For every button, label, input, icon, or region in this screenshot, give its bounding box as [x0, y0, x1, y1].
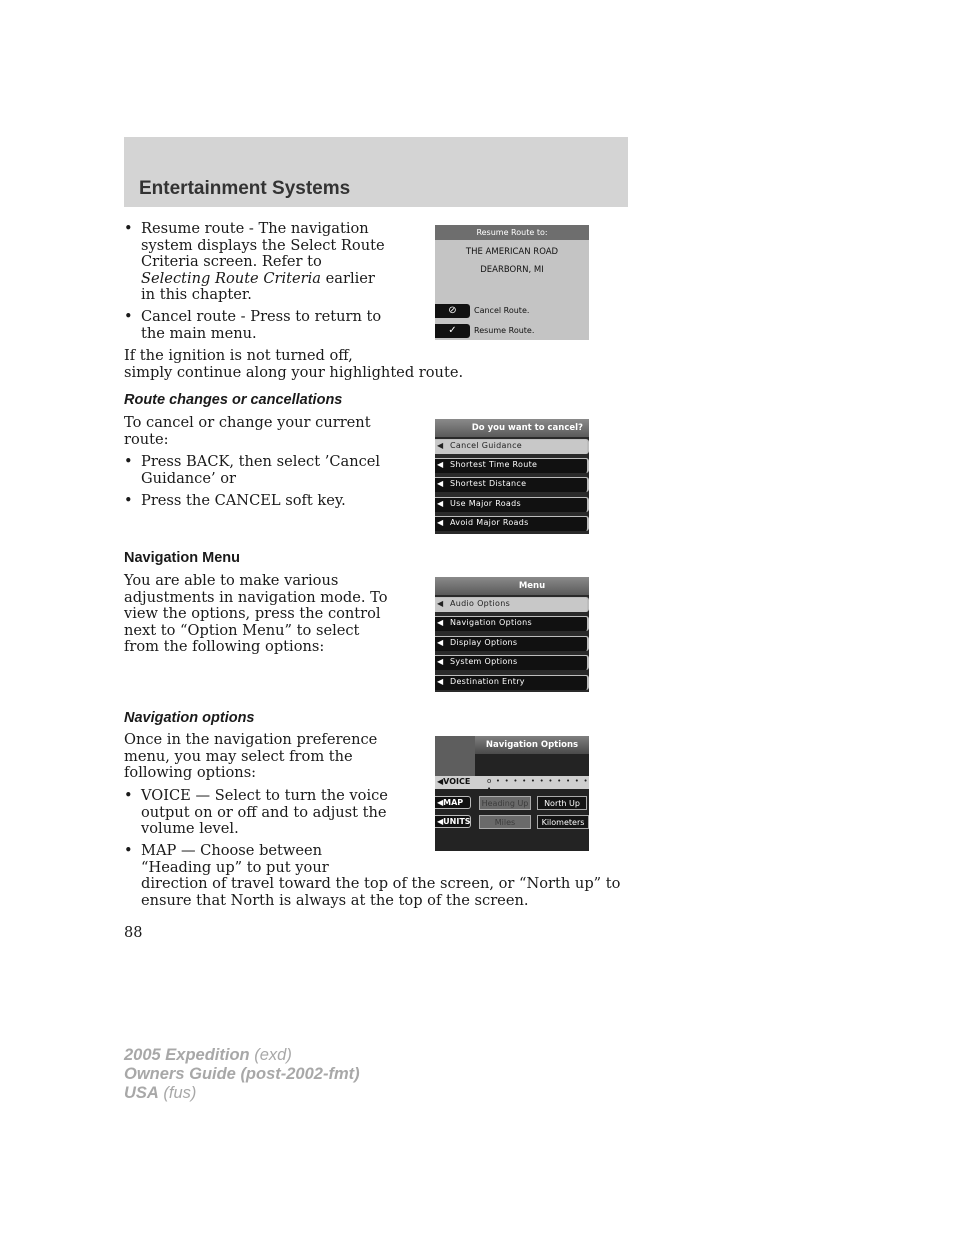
bullet-dot: •	[124, 492, 133, 509]
option-label: Shortest Distance	[450, 479, 527, 488]
use-major-roads-option[interactable]	[435, 497, 589, 512]
paragraph	[124, 573, 388, 656]
text-line: “Heading up” to put your	[141, 858, 329, 876]
text-line: Press the CANCEL soft key.	[141, 492, 346, 509]
paragraph	[141, 876, 620, 909]
navigation-options-item[interactable]	[435, 616, 589, 631]
resume-route-option[interactable]	[435, 324, 589, 340]
left-arrow-icon: ◀	[437, 499, 444, 508]
voice-volume-slider[interactable]	[435, 776, 589, 793]
bullet-dot: •	[124, 453, 133, 470]
footer-line	[124, 1046, 360, 1065]
left-arrow-icon: ◀	[437, 441, 444, 450]
units-label: UNITS	[443, 817, 471, 826]
screen-title: Navigation Options	[475, 736, 589, 754]
audio-options-item[interactable]	[435, 597, 589, 612]
section-heading: Navigation options	[124, 710, 255, 726]
bullet-dot: •	[124, 787, 133, 804]
option-label: Audio Options	[450, 599, 511, 608]
bullet-dot: •	[124, 842, 133, 859]
text-line: system displays the Select Route	[141, 236, 385, 254]
text-line: To cancel or change your current	[124, 414, 371, 431]
text-line: If the ignition is not turned off,	[124, 347, 353, 364]
volume-scale: o • • • • • • • • • • • •	[487, 777, 589, 793]
heading-up-button[interactable]: Heading Up	[479, 796, 531, 810]
text-line: Criteria screen. Refer to	[141, 253, 322, 270]
system-options-item[interactable]	[435, 655, 589, 670]
left-arrow-icon: ◀	[437, 657, 444, 666]
text-line: direction of travel toward the top of the screen, or “North up” to	[141, 875, 621, 892]
footer-code: (fus)	[158, 1084, 197, 1102]
text-line: You are able to make various	[124, 572, 339, 589]
text-line: the main menu.	[141, 324, 257, 342]
north-up-button[interactable]: North Up	[537, 796, 587, 810]
text-line: menu, you may select from the	[124, 747, 353, 765]
no-entry-icon: ⊘	[435, 304, 470, 318]
left-arrow-icon: ◀	[437, 460, 444, 469]
option-label: Navigation Options	[450, 618, 532, 627]
destination-entry-item[interactable]	[435, 675, 589, 690]
option-label: Destination Entry	[450, 677, 525, 686]
section-heading: Route changes or cancellations	[124, 392, 343, 408]
option-label: Shortest Time Route	[450, 460, 538, 469]
display-options-item[interactable]	[435, 636, 589, 651]
text-line: simply continue along your highlighted route.	[124, 363, 464, 381]
option-label: Cancel Route.	[474, 306, 530, 315]
text-line: from the following options:	[124, 638, 325, 655]
map-softkey[interactable]: ◀MAP	[435, 796, 471, 809]
cross-reference: Selecting Route Criteria	[141, 269, 321, 287]
checkmark-icon: ✓	[435, 324, 470, 338]
text-line: Guidance’ or	[141, 469, 237, 487]
option-label: Use Major Roads	[450, 499, 521, 508]
footer-model: 2005 Expedition	[124, 1046, 250, 1064]
text-line: in this chapter.	[141, 286, 252, 303]
menu-screen	[435, 577, 589, 692]
left-arrow-icon: ◀	[437, 677, 444, 686]
footer-guide: Owners Guide (post-2002-fmt)	[124, 1065, 360, 1083]
page-number: 88	[124, 925, 143, 941]
left-arrow-icon: ◀	[437, 638, 444, 647]
text-line: Press BACK, then select ’Cancel	[141, 453, 381, 470]
text-line: view the options, press the control	[124, 605, 381, 622]
text-line: Resume route - The navigation	[141, 220, 369, 237]
bullet-dot: •	[124, 220, 133, 237]
address-line: DEARBORN, MI	[480, 265, 544, 275]
footer-line	[124, 1065, 360, 1084]
kilometers-button[interactable]: Kilometers	[537, 815, 589, 829]
units-softkey[interactable]: ◀UNITS	[437, 817, 471, 826]
shortest-distance-option[interactable]	[435, 477, 589, 492]
cancel-screen	[435, 419, 589, 534]
address-line: THE AMERICAN ROAD	[465, 247, 559, 257]
option-label: Avoid Major Roads	[450, 518, 529, 527]
screen-title: Do you want to cancel?	[435, 419, 589, 437]
resume-route-screen	[435, 225, 589, 340]
text-line: adjustments in navigation mode. To	[124, 588, 388, 606]
footer-code: (exd)	[249, 1046, 292, 1064]
navigation-options-screen	[435, 736, 589, 851]
screen-title: Menu	[435, 577, 589, 595]
text-line: output on or off and to adjust the	[141, 803, 387, 821]
paragraph	[124, 732, 377, 782]
text-line: ensure that North is always at the top of the screen.	[141, 891, 529, 909]
option-label: Resume Route.	[474, 326, 535, 335]
text-line: route:	[124, 430, 169, 448]
text-line: following options:	[124, 764, 257, 781]
text-fragment: earlier	[321, 269, 375, 287]
shortest-time-option[interactable]	[435, 458, 589, 473]
left-arrow-icon: ◀	[437, 518, 444, 527]
paragraph	[124, 415, 371, 448]
left-arrow-icon: ◀	[437, 599, 444, 608]
text-line: Once in the navigation preference	[124, 731, 378, 748]
miles-button[interactable]: Miles	[479, 815, 531, 829]
option-label: System Options	[450, 657, 518, 666]
page-title: Entertainment Systems	[139, 178, 351, 199]
bullet-dot: •	[124, 308, 133, 325]
text-line	[141, 271, 385, 288]
section-heading: Navigation Menu	[124, 550, 241, 566]
text-line: VOICE — Select to turn the voice	[141, 787, 388, 804]
map-label: MAP	[443, 798, 464, 807]
cancel-guidance-option[interactable]	[435, 439, 589, 454]
left-arrow-icon: ◀	[437, 618, 444, 627]
option-label: Cancel Guidance	[450, 441, 523, 450]
text-line: volume level.	[141, 820, 239, 837]
voice-label: ◀VOICE	[437, 777, 471, 786]
volume-off-marker: o	[487, 777, 493, 785]
option-label: Display Options	[450, 638, 518, 647]
cancel-route-option[interactable]	[435, 304, 589, 320]
text-line: MAP — Choose between	[141, 842, 323, 859]
screen-title: Resume Route to:	[435, 225, 589, 240]
screen-corner	[435, 736, 475, 776]
voice-label-text: VOICE	[443, 777, 471, 786]
text-line: Cancel route - Press to return to	[141, 308, 382, 325]
text-line: next to “Option Menu” to select	[124, 621, 360, 639]
footer	[124, 1046, 360, 1103]
footer-line	[124, 1084, 360, 1103]
left-arrow-icon: ◀	[437, 479, 444, 488]
avoid-major-roads-option[interactable]	[435, 516, 589, 531]
paragraph	[124, 348, 463, 381]
footer-market: USA	[124, 1084, 159, 1102]
